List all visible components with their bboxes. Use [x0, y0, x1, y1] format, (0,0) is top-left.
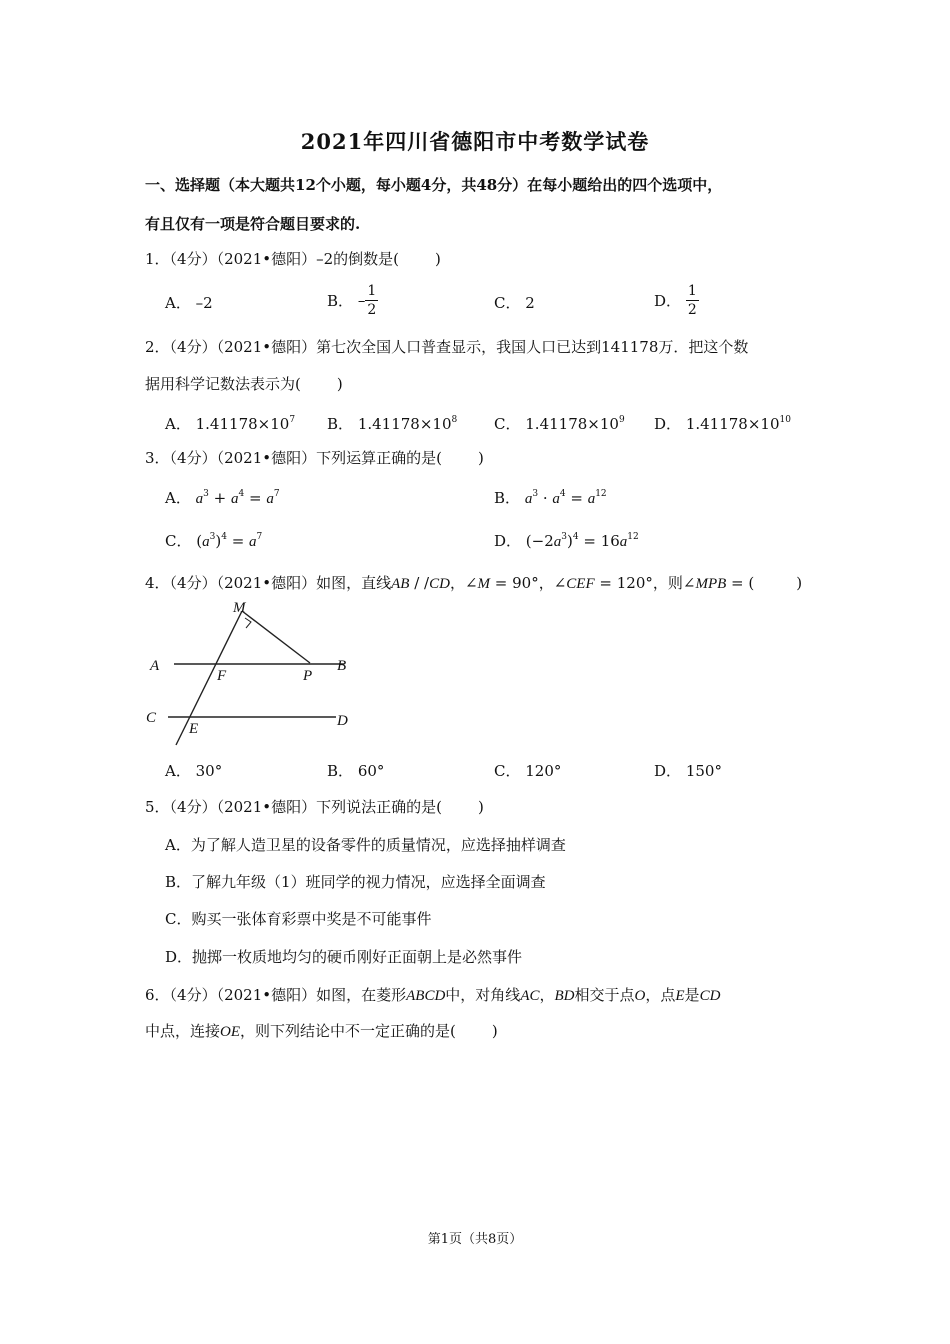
q5-option-d: D．抛掷一枚质地均匀的硬币刚好正面朝上是必然事件 — [165, 948, 523, 966]
q3-option-d: D． $(-2a^3)^4 = 16a^{12}$ — [494, 532, 639, 550]
label-b: B — [337, 658, 347, 674]
q5-option-a: A．为了解人造卫星的设备零件的质量情况，应选择抽样调查 — [165, 836, 566, 854]
q4-option-a: A． 30° — [165, 762, 223, 780]
label-d: D — [337, 713, 348, 729]
label-f: F — [217, 668, 227, 684]
q2-option-b: B． $1.41178\times 10^8$ — [327, 415, 458, 433]
right-angle-mark — [245, 618, 251, 628]
answer-paren: ( ) — [436, 449, 484, 467]
fraction: $\frac{1}{2}$ — [687, 283, 697, 318]
q1-option-a: A． –2 — [165, 294, 213, 312]
geometry-figure — [140, 598, 365, 750]
q4-option-b: B． 60° — [327, 762, 385, 780]
q5-option-b: B．了解九年级（1）班同学的视力情况，应选择全面调查 — [165, 873, 546, 891]
q4-option-c: C． 120° — [494, 762, 562, 780]
answer-paren: ( ) — [450, 1022, 498, 1040]
label-e: E — [189, 721, 199, 737]
answer-paren: ( ) — [295, 375, 343, 393]
label-a: A — [150, 658, 160, 674]
q1-option-b: B． – $\frac{1}{2}$ — [327, 283, 377, 318]
line-mp — [242, 611, 310, 663]
answer-paren: ( ) — [436, 798, 484, 816]
question-6-stem-line1: 6．（4分）（2021•德阳）如图，在菱形ABCD中，对角线AC，BD相交于点O，点E是CD — [145, 986, 721, 1004]
question-2-stem-line1: 2．（4分）（2021•德阳）第七次全国人口普查显示，我国人口已达到141178万．把这个数 — [145, 338, 749, 356]
question-1-text: 1．（4分）（2021•德阳）–2的倒数是 — [145, 250, 394, 268]
question-3-stem: 3．（4分）（2021•德阳）下列运算正确的是( ) — [145, 449, 484, 467]
q1-option-d: D． $\frac{1}{2}$ — [654, 283, 697, 318]
q2-option-c: C． $1.41178\times 10^9$ — [494, 415, 625, 433]
q2-option-a: A． $1.41178\times 10^7$ — [165, 415, 296, 433]
q2-option-d: D． $1.41178\times 10^{10}$ — [654, 415, 791, 433]
question-6-stem-line2: 中点，连接OE，则下列结论中不一定正确的是( ) — [145, 1022, 498, 1040]
q5-option-c: C．购买一张体育彩票中奖是不可能事件 — [165, 910, 432, 928]
q3-option-b: B． $a^3 \cdot a^4 = a^{12}$ — [494, 489, 607, 507]
question-1-stem — [145, 248, 441, 269]
question-5-stem: 5．（4分）（2021•德阳）下列说法正确的是( ) — [145, 798, 484, 816]
fraction: $\frac{1}{2}$ — [367, 283, 377, 318]
q3-option-a: A． $a^3 + a^4 = a^7$ — [165, 489, 280, 507]
section-heading-line2: 有且仅有一项是符合题目要求的. — [145, 215, 361, 233]
label-c: C — [146, 710, 157, 726]
page-title: 2021年四川省德阳市中考数学试卷 — [300, 129, 650, 154]
answer-paren: ( ) — [748, 574, 803, 592]
q3-option-c: C． $(a^3)^4 = a^7$ — [165, 532, 263, 550]
label-p: P — [303, 668, 313, 684]
label-m: M — [233, 600, 246, 616]
page-footer: 第1页（共8页） — [427, 1232, 523, 1247]
answer-paren: ( ) — [393, 250, 441, 268]
q1-option-c: C． 2 — [494, 294, 535, 312]
question-4-stem: 4．（4分）（2021•德阳）如图，直线AB / /CD，∠M = 90°，∠CEF = 120°，则∠MPB = ( ) — [145, 574, 803, 592]
section-heading-line1: 一、选择题（本大题共12个小题，每小题4分，共48分）在每小题给出的四个选项中， — [145, 176, 723, 194]
q4-option-d: D． 150° — [654, 762, 722, 780]
line-me — [176, 611, 242, 745]
question-2-stem-line2: 据用科学记数法表示为( ) — [145, 375, 343, 393]
